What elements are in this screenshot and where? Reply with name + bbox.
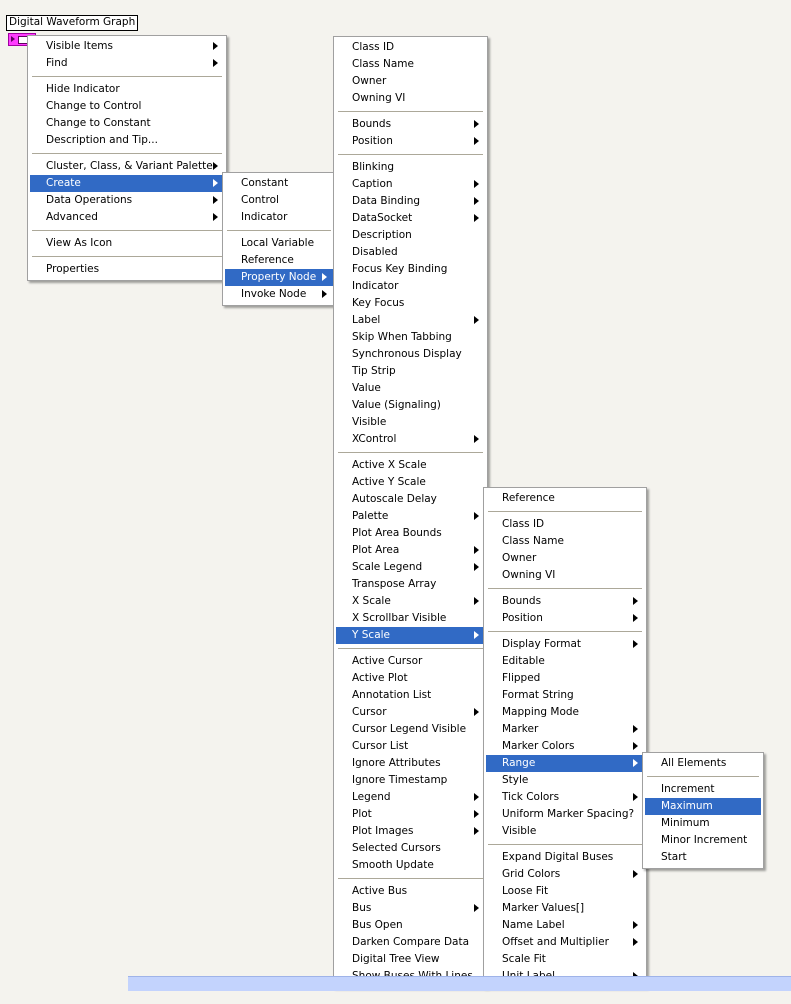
menu-item-label: DataSocket [352,212,413,224]
menu-item-label: Create [46,177,81,189]
submenu-arrow-icon [633,938,638,946]
menu-item-label: Key Focus [352,297,405,309]
menu-item-label: Legend [352,791,391,803]
menu-item-active-bus[interactable] [336,883,485,900]
menu-item-indicator[interactable] [336,278,485,295]
menu-separator [334,644,487,653]
menu-item-name-label[interactable] [486,917,644,934]
menu-item-label: Range [502,757,536,769]
menu-item-autoscale-delay[interactable] [336,491,485,508]
submenu-arrow-icon [213,42,218,50]
menu-item-datasocket[interactable] [336,210,485,227]
menu-item-label: Skip When Tabbing [352,331,452,343]
submenu-arrow-icon [213,196,218,204]
menu-item-tip-strip[interactable] [336,363,485,380]
menu-item-disabled[interactable] [336,244,485,261]
submenu-arrow-icon [633,793,638,801]
menu-separator [28,252,226,261]
menu-item-label: Label [352,314,381,326]
menu-item-annotation-list[interactable] [336,687,485,704]
menu-item-label: Reference [241,254,294,266]
menu-item-display-format[interactable] [486,636,644,653]
menu-item-label: Ignore Timestamp [352,774,448,786]
menu-item-label: Flipped [502,672,541,684]
submenu-arrow-icon [633,597,638,605]
submenu-arrow-icon [633,725,638,733]
menu-item-tick-colors[interactable] [486,789,644,806]
y-scale-submenu [483,487,647,988]
menu-item-indicator[interactable] [225,209,333,226]
menu-item-transpose-array[interactable] [336,576,485,593]
submenu-arrow-icon [633,870,638,878]
menu-item-data-binding[interactable] [336,193,485,210]
menu-separator [28,72,226,81]
menu-separator [334,448,487,457]
menu-separator [223,226,335,235]
menu-item-label: Start [661,851,687,863]
submenu-arrow-icon [474,563,479,571]
menu-item-property-node[interactable] [225,269,333,286]
menu-item-label: Indicator [352,280,399,292]
menu-item-label: Transpose Array [352,578,437,590]
menu-item-start[interactable] [645,849,761,866]
horizontal-scrollbar[interactable] [128,976,791,991]
menu-item-label: Display Format [502,638,582,650]
menu-item-label: Active Bus [352,885,408,897]
menu-item-value[interactable] [336,380,485,397]
menu-item-label: Expand Digital Buses [502,851,614,863]
menu-item-visible[interactable] [486,823,644,840]
menu-item-label: Blinking [352,161,395,173]
menu-item-class-name[interactable] [336,56,485,73]
menu-item-mapping-mode[interactable] [486,704,644,721]
menu-separator [334,107,487,116]
menu-separator [484,584,646,593]
menu-item-plot-area[interactable] [336,542,485,559]
menu-item-label: Plot Area Bounds [352,527,442,539]
menu-item-label: Darken Compare Data [352,936,470,948]
menu-item-label: Change to Control [46,100,142,112]
menu-item-cluster-class-variant-palette[interactable] [30,158,224,175]
menu-item-label: Bounds [352,118,392,130]
menu-item-label: Tick Colors [502,791,560,803]
menu-item-label: Data Operations [46,194,133,206]
menu-item-label: Ignore Attributes [352,757,441,769]
menu-item-expand-digital-buses[interactable] [486,849,644,866]
menu-item-label: Y Scale [352,629,391,641]
menu-item-label: Description and Tip... [46,134,158,146]
terminal-arrow-icon [11,36,15,42]
menu-item-label: Hide Indicator [46,83,120,95]
menu-item-label: Uniform Marker Spacing? [502,808,635,820]
menu-separator [334,874,487,883]
menu-item-label: Visible [352,416,387,428]
menu-item-hide-indicator[interactable] [30,81,224,98]
menu-item-label: Mapping Mode [502,706,580,718]
submenu-arrow-icon [474,180,479,188]
menu-item-plot-images[interactable] [336,823,485,840]
submenu-arrow-icon [474,435,479,443]
menu-item-uniform-marker-spacing[interactable] [486,806,644,823]
menu-item-label: Cluster, Class, & Variant Palette [46,160,213,172]
menu-item-label: Class ID [502,518,545,530]
menu-item-label: Value (Signaling) [352,399,441,411]
menu-item-label: Maximum [661,800,713,812]
menu-item-label: X Scrollbar Visible [352,612,447,624]
menu-item-label: Owner [352,75,387,87]
context-menu [27,35,227,281]
menu-item-legend[interactable] [336,789,485,806]
menu-item-label: Invoke Node [241,288,307,300]
menu-item-label: Plot [352,808,372,820]
menu-item-active-y-scale[interactable] [336,474,485,491]
menu-item-change-to-control[interactable] [30,98,224,115]
menu-item-reference[interactable] [486,490,644,507]
menu-item-ignore-timestamp[interactable] [336,772,485,789]
menu-item-control[interactable] [225,192,333,209]
submenu-arrow-icon [322,290,327,298]
menu-item-label: Disabled [352,246,398,258]
menu-item-label: Control [241,194,279,206]
submenu-arrow-icon [322,273,327,281]
menu-item-label: Marker Colors [502,740,575,752]
menu-item-cursor-legend-visible[interactable] [336,721,485,738]
property-node-submenu [333,36,488,988]
menu-item-label: Property Node [241,271,317,283]
menu-item-label: Focus Key Binding [352,263,448,275]
menu-item-focus-key-binding[interactable] [336,261,485,278]
submenu-arrow-icon [633,640,638,648]
menu-item-bus-open[interactable] [336,917,485,934]
menu-item-label: Owning VI [502,569,556,581]
menu-item-label: Active X Scale [352,459,427,471]
menu-item-bounds[interactable] [486,593,644,610]
menu-item-selected-cursors[interactable] [336,840,485,857]
menu-item-label: Offset and Multiplier [502,936,609,948]
menu-item-owning-vi[interactable] [486,567,644,584]
menu-item-position[interactable] [486,610,644,627]
menu-item-label: Active Cursor [352,655,423,667]
menu-item-grid-colors[interactable] [486,866,644,883]
submenu-arrow-icon [474,120,479,128]
menu-item-plot-area-bounds[interactable] [336,525,485,542]
menu-item-visible[interactable] [336,414,485,431]
submenu-arrow-icon [633,742,638,750]
menu-item-position[interactable] [336,133,485,150]
submenu-arrow-icon [474,904,479,912]
menu-item-label: Tip Strip [352,365,396,377]
menu-item-cursor[interactable] [336,704,485,721]
menu-item-label: Annotation List [352,689,432,701]
menu-item-label: Marker [502,723,539,735]
menu-item-minor-increment[interactable] [645,832,761,849]
menu-separator [484,507,646,516]
menu-item-label: Constant [241,177,289,189]
menu-item-label: Minor Increment [661,834,748,846]
menu-item-label: Cursor List [352,740,409,752]
menu-item-label: Owning VI [352,92,406,104]
menu-item-label: Properties [46,263,100,275]
menu-item-label[interactable] [336,312,485,329]
menu-item-label: Class Name [502,535,564,547]
menu-separator [484,627,646,636]
menu-item-label: Cursor Legend Visible [352,723,467,735]
menu-item-label: X Scale [352,595,391,607]
menu-item-darken-compare-data[interactable] [336,934,485,951]
menu-item-cursor-list[interactable] [336,738,485,755]
submenu-arrow-icon [474,137,479,145]
menu-item-owning-vi[interactable] [336,90,485,107]
menu-item-blinking[interactable] [336,159,485,176]
menu-item-offset-and-multiplier[interactable] [486,934,644,951]
menu-item-label: All Elements [661,757,727,769]
submenu-arrow-icon [474,316,479,324]
menu-item-create[interactable] [30,175,224,192]
menu-item-description-and-tip[interactable] [30,132,224,149]
menu-item-editable[interactable] [486,653,644,670]
submenu-arrow-icon [474,597,479,605]
menu-item-label: Grid Colors [502,868,561,880]
menu-item-label: Autoscale Delay [352,493,437,505]
menu-item-value-signaling[interactable] [336,397,485,414]
submenu-arrow-icon [474,793,479,801]
menu-item-digital-tree-view[interactable] [336,951,485,968]
menu-item-class-name[interactable] [486,533,644,550]
menu-item-key-focus[interactable] [336,295,485,312]
menu-item-label: Bounds [502,595,542,607]
menu-item-label: Description [352,229,412,241]
menu-item-label: View As Icon [46,237,113,249]
submenu-arrow-icon [474,197,479,205]
menu-item-label: Active Plot [352,672,408,684]
submenu-arrow-icon [474,827,479,835]
menu-item-x-scale[interactable] [336,593,485,610]
menu-item-label: Cursor [352,706,387,718]
menu-item-label: Data Binding [352,195,421,207]
menu-item-all-elements[interactable] [645,755,761,772]
menu-item-label: Plot Images [352,825,414,837]
menu-item-label: Bus Open [352,919,403,931]
submenu-arrow-icon [633,759,638,767]
menu-item-format-string[interactable] [486,687,644,704]
menu-item-class-id[interactable] [336,39,485,56]
menu-item-view-as-icon[interactable] [30,235,224,252]
menu-item-label: Reference [502,492,555,504]
menu-item-label: Palette [352,510,389,522]
menu-separator [28,149,226,158]
menu-item-marker-values[interactable] [486,900,644,917]
menu-item-owner[interactable] [336,73,485,90]
menu-item-local-variable[interactable] [225,235,333,252]
menu-item-label: Local Variable [241,237,315,249]
menu-item-reference[interactable] [225,252,333,269]
menu-item-active-x-scale[interactable] [336,457,485,474]
menu-item-label: Visible [502,825,537,837]
menu-item-x-scrollbar-visible[interactable] [336,610,485,627]
submenu-arrow-icon [474,214,479,222]
menu-item-data-operations[interactable] [30,192,224,209]
menu-item-label: Caption [352,178,393,190]
submenu-arrow-icon [213,213,218,221]
menu-item-label: Synchronous Display [352,348,462,360]
graph-label: Digital Waveform Graph [6,15,138,31]
menu-separator [28,226,226,235]
menu-item-skip-when-tabbing[interactable] [336,329,485,346]
menu-item-label: Position [502,612,543,624]
menu-item-label: Class ID [352,41,395,53]
menu-item-label: Indicator [241,211,288,223]
submenu-arrow-icon [633,921,638,929]
range-submenu [642,752,764,869]
submenu-arrow-icon [474,546,479,554]
menu-item-label: Minimum [661,817,710,829]
submenu-arrow-icon [474,708,479,716]
menu-item-advanced[interactable] [30,209,224,226]
menu-item-ignore-attributes[interactable] [336,755,485,772]
menu-item-maximum[interactable] [645,798,761,815]
menu-item-label: Owner [502,552,537,564]
menu-separator [484,840,646,849]
menu-item-range[interactable] [486,755,644,772]
menu-item-bus[interactable] [336,900,485,917]
submenu-arrow-icon [633,614,638,622]
menu-item-synchronous-display[interactable] [336,346,485,363]
menu-item-label: Value [352,382,381,394]
menu-item-label: Scale Legend [352,561,423,573]
menu-item-label: Position [352,135,393,147]
menu-item-label: Loose Fit [502,885,549,897]
menu-item-active-cursor[interactable] [336,653,485,670]
menu-item-label: Class Name [352,58,414,70]
menu-item-marker[interactable] [486,721,644,738]
menu-item-constant[interactable] [225,175,333,192]
menu-item-minimum[interactable] [645,815,761,832]
menu-item-label: Scale Fit [502,953,546,965]
menu-item-invoke-node[interactable] [225,286,333,303]
menu-item-label: Active Y Scale [352,476,426,488]
submenu-arrow-icon [474,810,479,818]
menu-item-active-plot[interactable] [336,670,485,687]
submenu-arrow-icon [213,59,218,67]
menu-item-label: Change to Constant [46,117,151,129]
menu-separator [643,772,763,781]
menu-item-find[interactable] [30,55,224,72]
menu-item-class-id[interactable] [486,516,644,533]
menu-item-label: Style [502,774,529,786]
submenu-arrow-icon [213,179,218,187]
menu-item-scale-legend[interactable] [336,559,485,576]
menu-item-plot[interactable] [336,806,485,823]
menu-item-caption[interactable] [336,176,485,193]
menu-item-marker-colors[interactable] [486,738,644,755]
menu-item-loose-fit[interactable] [486,883,644,900]
menu-item-label: Increment [661,783,715,795]
create-submenu [222,172,336,306]
submenu-arrow-icon [213,162,218,170]
menu-item-owner[interactable] [486,550,644,567]
menu-item-style[interactable] [486,772,644,789]
menu-item-scale-fit[interactable] [486,951,644,968]
menu-item-label: Digital Tree View [352,953,440,965]
menu-item-label: Plot Area [352,544,400,556]
menu-item-flipped[interactable] [486,670,644,687]
menu-item-label: Bus [352,902,372,914]
menu-item-label: Selected Cursors [352,842,441,854]
menu-item-xcontrol[interactable] [336,431,485,448]
menu-item-label: Marker Values[] [502,902,585,914]
menu-item-label: Smooth Update [352,859,434,871]
menu-item-label: Visible Items [46,40,114,52]
menu-item-description[interactable] [336,227,485,244]
menu-item-label: Editable [502,655,545,667]
submenu-arrow-icon [474,631,479,639]
menu-separator [334,150,487,159]
menu-item-increment[interactable] [645,781,761,798]
menu-item-bounds[interactable] [336,116,485,133]
submenu-arrow-icon [474,512,479,520]
menu-item-label: Name Label [502,919,565,931]
menu-item-change-to-constant[interactable] [30,115,224,132]
menu-item-palette[interactable] [336,508,485,525]
menu-item-label: Find [46,57,68,69]
menu-item-properties[interactable] [30,261,224,278]
menu-item-label: Format String [502,689,574,701]
menu-item-smooth-update[interactable] [336,857,485,874]
menu-item-label: Advanced [46,211,98,223]
menu-item-y-scale[interactable] [336,627,485,644]
menu-item-label: XControl [352,433,397,445]
menu-item-visible-items[interactable] [30,38,224,55]
